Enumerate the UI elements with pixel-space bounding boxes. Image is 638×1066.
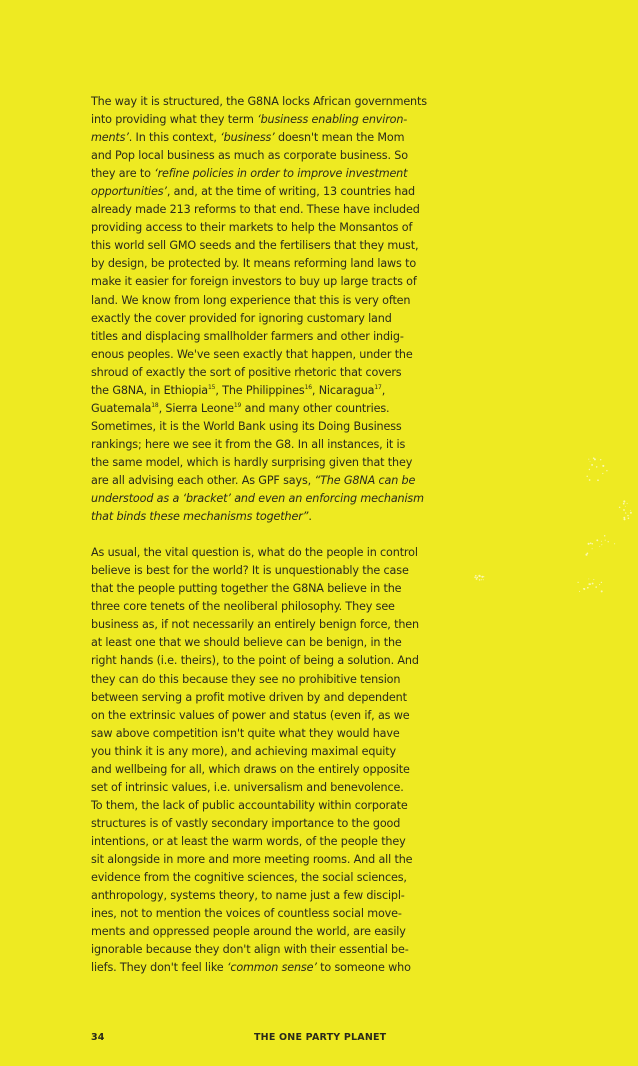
text-run: , Sierra Leone xyxy=(158,401,234,415)
speckle-dot xyxy=(619,507,620,508)
text-line xyxy=(91,652,431,670)
speckle-dot xyxy=(586,476,587,477)
text-line xyxy=(91,725,431,743)
text-run: To them, the lack of public accountability within corporate xyxy=(91,798,408,812)
text-line xyxy=(91,689,431,707)
text-run: , and, at the time of writing, 13 countries had xyxy=(166,185,415,199)
text-line xyxy=(91,887,431,905)
text-run: to someone who xyxy=(316,961,411,975)
text-run: and wellbeing for all, which draws on the entirely opposite xyxy=(91,762,410,776)
body-text xyxy=(91,93,431,977)
text-run: and Pop local business as much as corporate business. So xyxy=(91,149,408,163)
speckle-dot xyxy=(601,590,603,592)
text-run: As usual, the vital question is, what do the people in control xyxy=(91,546,418,560)
paragraph xyxy=(91,544,431,977)
speckle-dot xyxy=(588,459,589,460)
text-line xyxy=(91,346,431,364)
paragraph-gap xyxy=(91,526,431,544)
text-run: shroud of exactly the sort of positive rhetoric that covers xyxy=(91,365,402,379)
paragraph xyxy=(91,93,431,526)
text-run: exactly the cover provided for ignoring customary land xyxy=(91,311,392,325)
text-run: and many other countries. xyxy=(241,401,390,415)
speckle-dot xyxy=(614,543,615,544)
text-run: between serving a profit motive driven by and dependent xyxy=(91,690,407,704)
text-line xyxy=(91,634,431,652)
speckle-dot xyxy=(590,461,591,462)
speckle-dot xyxy=(608,541,609,542)
speckle-dot xyxy=(605,540,606,541)
text-run: they are to xyxy=(91,167,155,181)
text-run: that the people putting together the G8NA believe in the xyxy=(91,582,402,596)
speckle-dot xyxy=(590,542,592,544)
speckle-dot xyxy=(596,539,598,541)
text-line xyxy=(91,237,431,255)
text-line xyxy=(91,779,431,797)
speckle-dot xyxy=(592,583,594,585)
italic-run: ments’ xyxy=(91,131,129,145)
speckle-dot xyxy=(599,546,600,547)
text-run: they can do this because they see no prohibitive tension xyxy=(91,672,401,686)
text-run: already made 213 reforms to that end. These have included xyxy=(91,203,420,217)
text-line xyxy=(91,400,431,418)
speckle-dot xyxy=(592,543,594,545)
footnote-ref: 15 xyxy=(208,383,216,391)
text-line xyxy=(91,562,431,580)
speckle-dot xyxy=(588,578,589,579)
speckle-dot xyxy=(479,579,481,581)
text-line xyxy=(91,544,431,562)
text-run: , Nicaragua xyxy=(311,383,375,397)
text-line xyxy=(91,905,431,923)
text-run: Sometimes, it is the World Bank using its Doing Business xyxy=(91,419,402,433)
text-line xyxy=(91,851,431,869)
text-line xyxy=(91,580,431,598)
text-line xyxy=(91,255,431,273)
text-line xyxy=(91,328,431,346)
speckle-dot xyxy=(591,464,593,466)
speckle-dot xyxy=(579,591,580,592)
speckle-dot xyxy=(583,588,585,590)
text-line xyxy=(91,111,431,129)
italic-run: that binds these mechanisms together” xyxy=(91,510,309,524)
text-run: . xyxy=(308,510,312,524)
text-run: providing access to their markets to help the Monsantos of xyxy=(91,221,413,235)
text-run: saw above competition isn't quite what they would have xyxy=(91,726,400,740)
text-line xyxy=(91,165,431,183)
italic-run: understood as a ‘bracket’ and even an enforcing mechanism xyxy=(91,492,424,506)
speckle-dot xyxy=(589,479,591,481)
speckle-dot xyxy=(627,503,628,504)
speckle-dot xyxy=(628,518,630,520)
text-line xyxy=(91,147,431,165)
text-line xyxy=(91,418,431,436)
text-run: by design, be protected by. It means reforming land laws to xyxy=(91,257,417,271)
speckle-dot xyxy=(479,575,480,576)
text-run: set of intrinsic values, i.e. universalism and benevolence. xyxy=(91,780,404,794)
text-line xyxy=(91,382,431,400)
text-run: this world sell GMO seeds and the fertilisers that they must, xyxy=(91,239,419,253)
text-line xyxy=(91,833,431,851)
italic-run: opportunities’ xyxy=(91,185,167,199)
text-line xyxy=(91,959,431,977)
speckle-dot xyxy=(593,579,594,580)
text-line xyxy=(91,508,431,526)
text-line xyxy=(91,219,431,237)
text-run: doesn't mean the Mom xyxy=(274,131,405,145)
speckle-dot xyxy=(595,586,597,588)
text-run: . In this context, xyxy=(128,131,221,145)
text-run: enous peoples. We've seen exactly that happen, under the xyxy=(91,347,413,361)
text-run: evidence from the cognitive sciences, the social sciences, xyxy=(91,871,407,885)
text-run: believe is best for the world? It is unquestionably the case xyxy=(91,564,409,578)
text-run: into providing what they term xyxy=(91,113,258,127)
text-line xyxy=(91,310,431,328)
text-line xyxy=(91,454,431,472)
speckle-dot xyxy=(623,509,625,511)
text-line xyxy=(91,490,431,508)
speckle-dot xyxy=(588,584,589,585)
text-line xyxy=(91,183,431,201)
page-footer xyxy=(91,1032,431,1046)
italic-run: ‘refine policies in order to improve investment xyxy=(154,167,408,181)
speckle-dot xyxy=(596,466,598,468)
text-run: ines, not to mention the voices of countless social move- xyxy=(91,907,402,921)
text-run: , xyxy=(381,383,386,397)
speckle-dot xyxy=(474,576,476,578)
text-run: structures is of vastly secondary importance to the good xyxy=(91,816,401,830)
text-run: land. We know from long experience that this is very often xyxy=(91,293,411,307)
text-run: three core tenets of the neoliberal philosophy. They see xyxy=(91,600,395,614)
text-line xyxy=(91,436,431,454)
text-line xyxy=(91,273,431,291)
page-number: 34 xyxy=(91,1032,105,1043)
text-line xyxy=(91,815,431,833)
text-run: titles and displacing smallholder farmers and other indig- xyxy=(91,329,404,343)
text-line xyxy=(91,292,431,310)
text-run: ments and oppressed people around the world, are easily xyxy=(91,925,406,939)
speckle-dot xyxy=(601,544,602,545)
text-run: Guatemala xyxy=(91,401,152,415)
running-title: THE ONE PARTY PLANET xyxy=(254,1032,387,1043)
italic-run: ‘business enabling environ- xyxy=(257,113,408,127)
speckle-dot xyxy=(475,575,477,577)
speckle-dot xyxy=(483,576,484,577)
footnote-ref: 16 xyxy=(304,383,312,391)
text-run: at least one that we should believe can be benign, in the xyxy=(91,636,402,650)
speckle-dot xyxy=(599,584,600,585)
text-run: liefs. They don't feel like xyxy=(91,961,227,975)
speckle-dot xyxy=(623,503,625,505)
text-line xyxy=(91,707,431,725)
text-run: rankings; here we see it from the G8. In all instances, it is xyxy=(91,437,406,451)
speckle-dot xyxy=(602,465,604,467)
text-line xyxy=(91,923,431,941)
speckle-dot xyxy=(589,469,590,470)
speckle-dot xyxy=(601,582,602,583)
text-run: the same model, which is hardly surprising given that they xyxy=(91,455,413,469)
text-run: The way it is structured, the G8NA locks African governments xyxy=(91,95,427,108)
text-run: anthropology, systems theory, to name just a few discipl- xyxy=(91,889,405,903)
speckle-dot xyxy=(623,518,625,520)
text-line xyxy=(91,598,431,616)
speckle-dot xyxy=(592,548,593,549)
text-run: sit alongside in more and more meeting rooms. And all the xyxy=(91,852,413,866)
text-line xyxy=(91,761,431,779)
speckle-dot xyxy=(484,576,485,577)
text-run: ignorable because they don't align with their essential be- xyxy=(91,943,409,957)
speckle-dot xyxy=(606,470,607,471)
speckle-dot xyxy=(630,510,631,511)
speckle-dot xyxy=(481,579,482,580)
text-run: the G8NA, in Ethiopia xyxy=(91,383,209,397)
speckle-dot xyxy=(627,515,629,517)
italic-run: ‘common sense’ xyxy=(226,961,317,975)
speckle-dot xyxy=(597,479,599,481)
speckle-dot xyxy=(625,506,626,507)
text-line xyxy=(91,671,431,689)
italic-run: “The G8NA can be xyxy=(314,473,416,487)
speckle-dot xyxy=(593,457,595,459)
speckle-dot xyxy=(601,541,602,542)
text-line xyxy=(91,797,431,815)
speckle-dot xyxy=(476,578,478,580)
text-run: are all advising each other. As GPF says, xyxy=(91,473,315,487)
italic-run: ‘business’ xyxy=(220,131,275,145)
speckle-dot xyxy=(623,517,625,519)
text-line xyxy=(91,941,431,959)
text-run: right hands (i.e. theirs), to the point of being a solution. And xyxy=(91,654,419,668)
speckle-dot xyxy=(623,500,625,502)
footnote-ref: 17 xyxy=(374,383,382,391)
speckle-dot xyxy=(587,587,589,589)
text-line xyxy=(91,472,431,490)
text-run: you think it is any more), and achieving maximal equity xyxy=(91,744,396,758)
text-run: business as, if not necessarily an entirely benign force, then xyxy=(91,618,419,632)
speckle-dot xyxy=(577,582,578,583)
footnote-ref: 18 xyxy=(151,401,159,409)
speckle-dot xyxy=(604,535,606,537)
text-line xyxy=(91,201,431,219)
speckle-dot xyxy=(625,512,626,513)
speckle-dot xyxy=(602,473,603,474)
footnote-ref: 19 xyxy=(233,401,242,409)
text-line xyxy=(91,616,431,634)
speckle-dot xyxy=(600,459,601,460)
speckle-dot xyxy=(588,543,590,545)
text-run: on the extrinsic values of power and status (even if, as we xyxy=(91,708,410,722)
text-run: intentions, or at least the warm words, of the people they xyxy=(91,834,406,848)
text-line xyxy=(91,743,431,761)
text-line xyxy=(91,129,431,147)
text-run: make it easier for foreign investors to buy up large tracts of xyxy=(91,275,417,289)
text-line xyxy=(91,364,431,382)
speckle-dot xyxy=(585,554,587,556)
text-line xyxy=(91,93,431,111)
speckle-dot xyxy=(630,513,631,514)
text-line xyxy=(91,869,431,887)
text-run: , The Philippines xyxy=(215,383,305,397)
speckle-dot xyxy=(483,579,484,580)
